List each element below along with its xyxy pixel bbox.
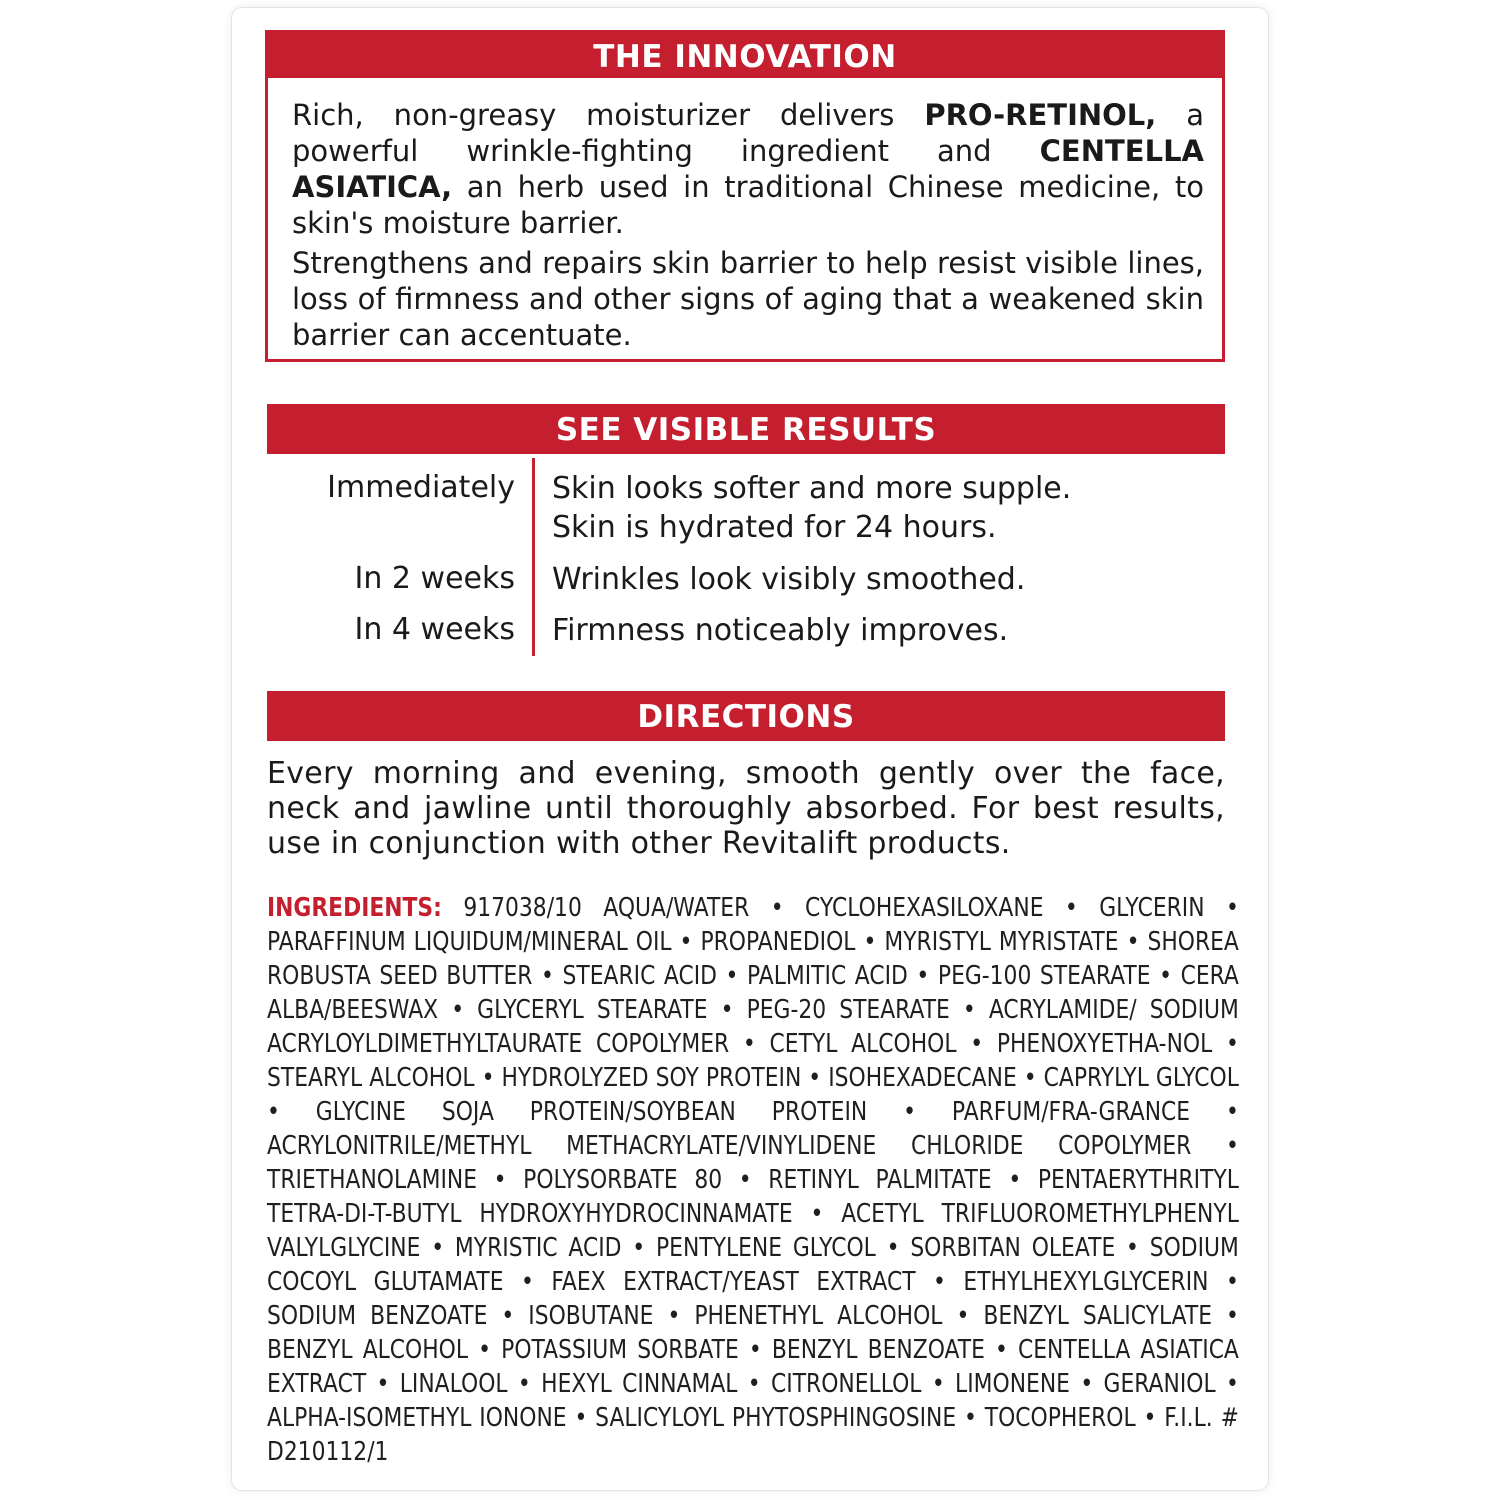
ingredients-label: INGREDIENTS: bbox=[267, 893, 442, 923]
ingredients-list bbox=[267, 891, 1239, 1469]
results-divider bbox=[532, 458, 535, 656]
ingredients-text: 917038/10 AQUA/WATER • CYCLOHEXASILOXANE • GLYCERIN • PARAFFINUM LIQUIDUM/MINERAL OIL • PROPANEDIOL • MYRISTYL MYRISTATE • SHOREA ROBUSTA SEED BUTTER • STEARIC ACID • PALMITIC ACID • PEG-100 STEARATE • CERA ALBA/BEESWAX • GLYCERYL STEARATE • PEG-20 STEARATE • ACRYLAMIDE/ SODIUM ACRYLOYLDIMETHYLTAURATE COPOLYMER • CETYL ALCOHOL • PHENOXYETHA-NOL • STEARYL ALCOHOL • HYDROLYZED SOY PROTEIN • ISOHEXADECANE • CAPRYLYL GLYCOL • GLYCINE SOJA PROTEIN/SOYBEAN PROTEIN • PARFUM/FRA-GRANCE • ACRYLONITRILE/METHYL METHACRYLATE/VINYLIDENE CHLORIDE COPOLYMER • TRIETHANOLAMINE • POLYSORBATE 80 • RETINYL PALMITATE • PENTAERYTHRITYL TETRA-DI-T-BUTYL HYDROXYHYDROCINNAMATE • ACETYL TRIFLUOROMETHYLPHENYL VALYLGLYCINE • MYRISTIC ACID • PENTYLENE GLYCOL • SORBITAN OLEATE • SODIUM COCOYL GLUTAMATE • FAEX EXTRACT/YEAST EXTRACT • ETHYLHEXYLGLYCERIN • SODIUM BENZOATE • ISOBUTANE • PHENETHYL ALCOHOL • BENZYL SALICYLATE • BENZYL ALCOHOL • POTASSIUM SORBATE • BENZYL BENZOATE • CENTELLA ASIATICA EXTRACT • LINALOOL • HEXYL CINNAMAL • CITRONELLOL • LIMONENE • GERANIOL • ALPHA-ISOMETHYL IONONE • SALICYLOYL PHYTOSPHINGOSINE • TOCOPHEROL • F.I.L. # D210112/1 bbox=[267, 893, 1239, 1467]
centella-asiatica-highlight: CENTELLA ASIATICA, bbox=[292, 134, 1204, 204]
result-label-4-weeks: In 4 weeks bbox=[354, 612, 515, 647]
directions-text: Every morning and evening, smooth gently over the face, neck and jawline until thoroughly absorbed. For best results, use in conjunction with other Revitalift products. bbox=[267, 756, 1225, 861]
results-title: SEE VISIBLE RESULTS bbox=[267, 404, 1225, 454]
innovation-text-part: a powerful wrinkle-fighting ingredient and bbox=[292, 98, 1204, 168]
result-text-2-weeks: Wrinkles look visibly smoothed. bbox=[552, 562, 1026, 597]
directions-title: DIRECTIONS bbox=[267, 691, 1225, 741]
pro-retinol-highlight: PRO-RETINOL, bbox=[924, 98, 1157, 132]
innovation-section bbox=[265, 30, 1225, 362]
innovation-paragraph-1 bbox=[292, 97, 1204, 241]
result-text-immediately-2: Skin is hydrated for 24 hours. bbox=[552, 510, 997, 545]
innovation-text bbox=[292, 97, 1204, 353]
result-label-immediately: Immediately bbox=[327, 470, 515, 505]
innovation-paragraph-2: Strengthens and repairs skin barrier to help resist visible lines, loss of firmness and other signs of aging that a weakened skin barrier can accentuate. bbox=[292, 246, 1204, 352]
innovation-title: THE INNOVATION bbox=[268, 33, 1222, 78]
result-text-4-weeks: Firmness noticeably improves. bbox=[552, 613, 1009, 648]
result-label-2-weeks: In 2 weeks bbox=[354, 561, 515, 596]
innovation-text-part: an herb used in traditional Chinese medicine, to skin's moisture barrier. bbox=[292, 170, 1204, 240]
innovation-text-part: Rich, non-greasy moisturizer delivers bbox=[292, 98, 925, 132]
result-text-immediately-1: Skin looks softer and more supple. bbox=[552, 471, 1072, 506]
